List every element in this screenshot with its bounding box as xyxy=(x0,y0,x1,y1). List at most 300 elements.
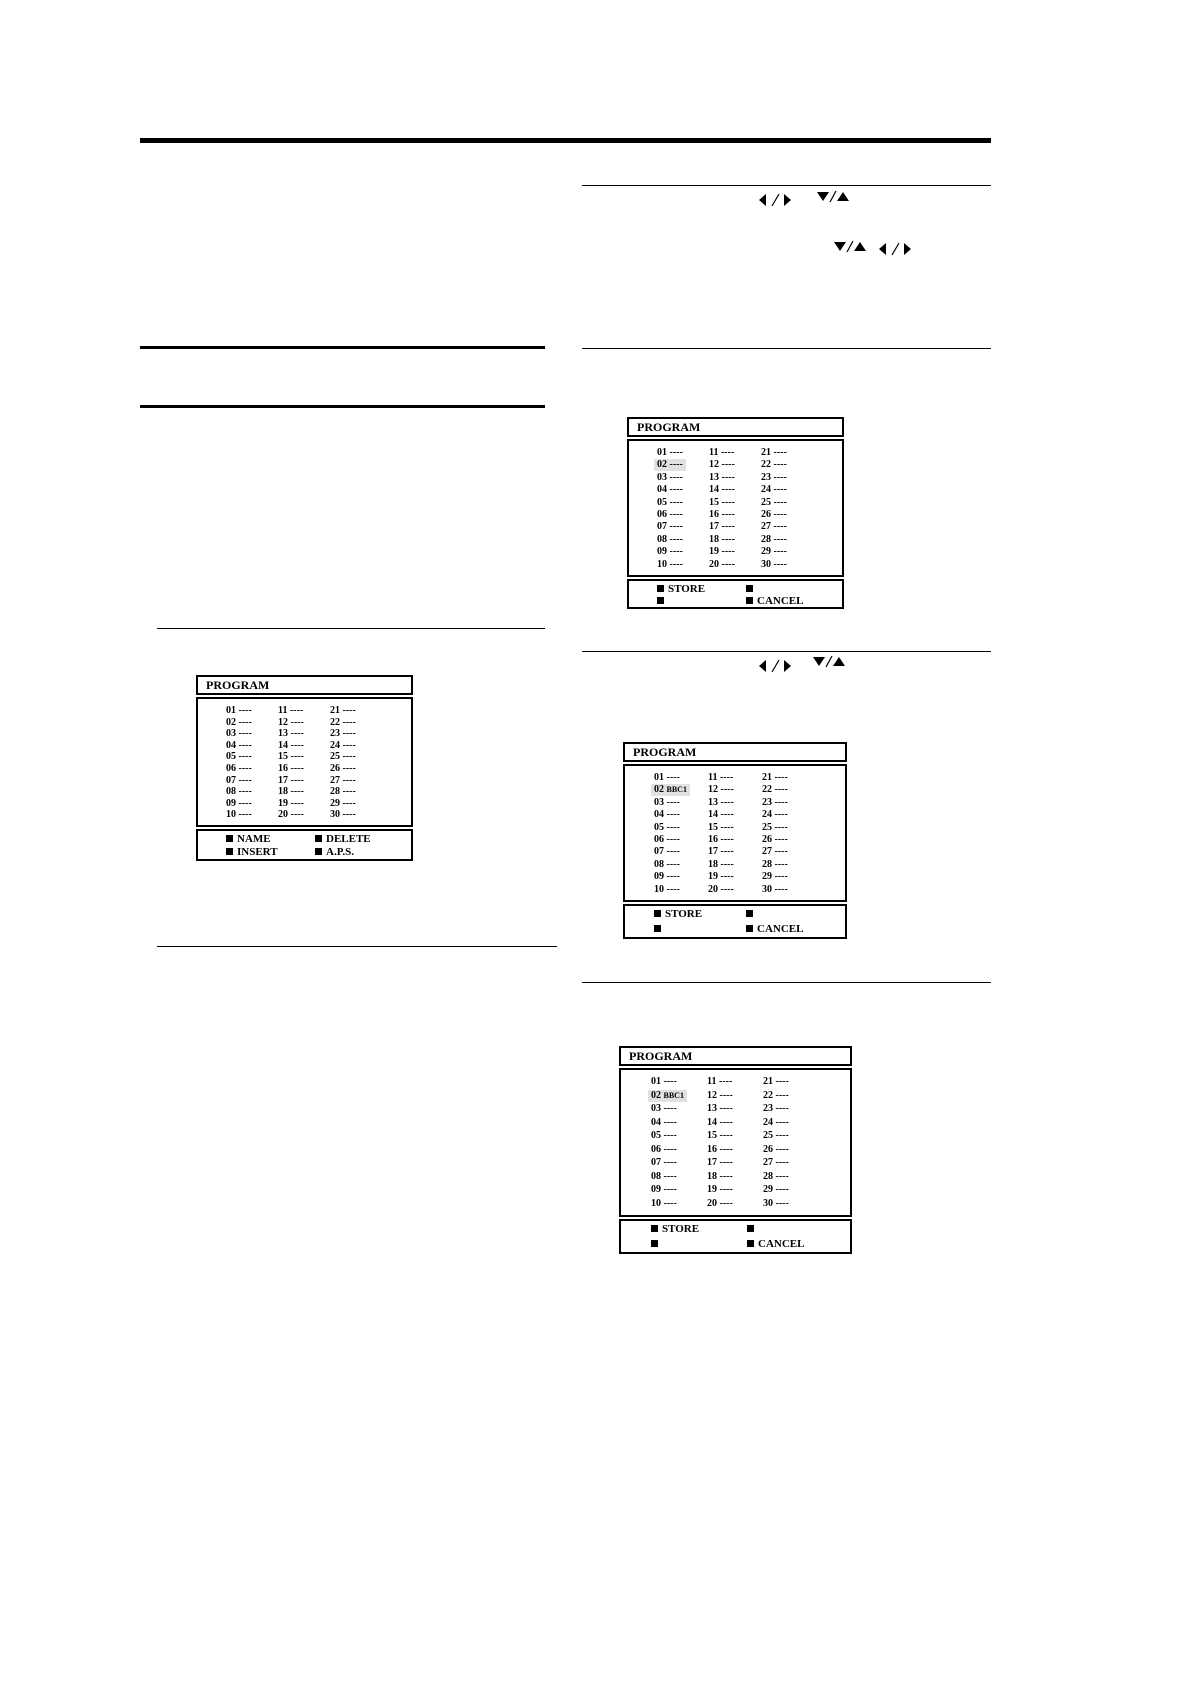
channel-number: 22 xyxy=(761,459,774,471)
channel-name-placeholder: ---- xyxy=(773,471,787,483)
channel-name-placeholder: ---- xyxy=(719,1157,733,1168)
channel-slot[interactable] xyxy=(763,1103,789,1115)
channel-name-placeholder: ---- xyxy=(719,1143,733,1155)
channel-name-placeholder: ---- xyxy=(720,883,734,895)
channel-slot[interactable] xyxy=(657,509,683,521)
channel-slot[interactable] xyxy=(761,484,787,496)
left-step-rule-2 xyxy=(157,946,557,947)
channel-slot[interactable] xyxy=(651,1076,677,1088)
channel-slot[interactable] xyxy=(330,809,356,821)
channel-name-placeholder: ---- xyxy=(720,821,734,833)
channel-name-placeholder: ---- xyxy=(669,459,683,471)
channel-name-placeholder: ---- xyxy=(666,846,680,858)
channel-slot[interactable] xyxy=(657,546,683,558)
channel-name-placeholder: ---- xyxy=(663,1184,677,1195)
channel-name-placeholder: ---- xyxy=(720,858,734,870)
channel-slot[interactable] xyxy=(763,1076,789,1088)
channel-slot[interactable] xyxy=(708,884,734,896)
red-key[interactable] xyxy=(651,1223,699,1236)
channel-slot[interactable] xyxy=(657,521,683,533)
green-button-icon xyxy=(654,925,661,932)
channel-number: 07 xyxy=(226,774,239,786)
channel-name-placeholder: ---- xyxy=(663,1170,677,1182)
channel-slot[interactable] xyxy=(762,784,788,796)
channel-number: 20 xyxy=(707,1197,720,1209)
channel-slot[interactable] xyxy=(761,447,787,459)
channel-slot[interactable] xyxy=(278,740,304,752)
channel-number: 06 xyxy=(657,509,670,520)
channel-slot[interactable] xyxy=(762,871,788,883)
channel-slot[interactable] xyxy=(226,705,252,717)
channel-number: 28 xyxy=(763,1170,776,1182)
channel-number: 13 xyxy=(708,796,721,808)
channel-number: 01 xyxy=(654,772,667,783)
channel-slot[interactable] xyxy=(709,459,735,471)
channel-number: 18 xyxy=(709,533,722,545)
red-button-icon xyxy=(651,1225,658,1232)
channel-name-placeholder: ---- xyxy=(773,496,787,508)
channel-name-placeholder: ---- xyxy=(289,705,304,716)
channel-name-placeholder: ---- xyxy=(773,533,787,545)
channel-slot[interactable] xyxy=(708,871,734,883)
channel-number: 17 xyxy=(708,846,721,858)
channel-number: 23 xyxy=(762,796,775,808)
left-right-arrows-icon xyxy=(758,193,794,207)
channel-number: 25 xyxy=(762,821,775,833)
channel-name-placeholder: ---- xyxy=(666,834,680,845)
channel-slot[interactable] xyxy=(763,1157,789,1169)
channel-number: 16 xyxy=(708,834,721,845)
channel-name-placeholder: ---- xyxy=(238,739,252,751)
channel-name-placeholder: ---- xyxy=(719,1184,733,1195)
channel-slot[interactable] xyxy=(651,1144,677,1156)
channel-number: 01 xyxy=(226,705,239,716)
channel-slot[interactable] xyxy=(226,809,252,821)
channel-slot[interactable] xyxy=(761,559,787,571)
blue-key[interactable] xyxy=(747,1238,804,1251)
channel-name-placeholder: ---- xyxy=(775,1143,789,1155)
channel-slot[interactable] xyxy=(226,751,252,763)
channel-slot[interactable] xyxy=(657,472,683,484)
channel-number: 15 xyxy=(278,751,291,763)
channel-name-placeholder: ---- xyxy=(663,1143,677,1155)
channel-name-placeholder: ---- xyxy=(666,871,680,883)
channel-slot[interactable] xyxy=(763,1144,789,1156)
channel-slot[interactable] xyxy=(278,763,304,775)
channel-slot[interactable] xyxy=(707,1184,733,1196)
channel-slot[interactable] xyxy=(648,1090,687,1102)
channel-slot[interactable] xyxy=(708,859,734,871)
red-button-icon xyxy=(654,910,661,917)
channel-name-placeholder: ---- xyxy=(342,774,356,786)
channel-slot[interactable] xyxy=(278,705,303,717)
channel-name-placeholder: ---- xyxy=(669,546,683,558)
channel-slot[interactable] xyxy=(226,763,252,775)
channel-name-placeholder: ---- xyxy=(721,521,735,533)
channel-name-placeholder: ---- xyxy=(669,471,683,483)
panel-title: PROGRAM xyxy=(627,417,844,437)
blue-key[interactable] xyxy=(746,595,803,608)
channel-name-placeholder: ---- xyxy=(666,883,680,895)
channel-number: 30 xyxy=(762,883,775,895)
channel-number: 02 xyxy=(654,784,667,796)
yellow-key[interactable] xyxy=(746,908,757,921)
channel-name-placeholder: ---- xyxy=(775,1076,789,1087)
yellow-button-icon xyxy=(746,585,753,592)
red-key[interactable] xyxy=(654,908,702,921)
channel-number: 25 xyxy=(761,496,774,508)
channel-slot[interactable] xyxy=(761,509,787,521)
channel-number: 27 xyxy=(761,521,774,533)
program-menu-select xyxy=(627,417,844,611)
channel-slot[interactable] xyxy=(654,822,680,834)
channel-number: 14 xyxy=(278,739,291,751)
channel-slot[interactable] xyxy=(708,822,734,834)
channel-number: 23 xyxy=(763,1103,776,1114)
channel-slot[interactable] xyxy=(708,834,734,846)
channel-slot[interactable] xyxy=(654,834,680,846)
channel-name-placeholder: ---- xyxy=(669,533,683,545)
channel-number: 11 xyxy=(278,705,290,716)
channel-number: 16 xyxy=(709,509,722,520)
channel-slot[interactable] xyxy=(651,1184,677,1196)
channel-list xyxy=(627,439,844,577)
channel-name-placeholder: ---- xyxy=(238,797,252,809)
channel-slot[interactable] xyxy=(762,834,788,846)
channel-number: 01 xyxy=(651,1076,664,1087)
channel-slot[interactable] xyxy=(654,859,680,871)
channel-slot[interactable] xyxy=(654,884,680,896)
channel-slot[interactable] xyxy=(654,871,680,883)
green-key[interactable] xyxy=(651,1238,662,1251)
channel-slot[interactable] xyxy=(707,1157,733,1169)
channel-number: 19 xyxy=(278,797,291,809)
red-button-icon xyxy=(657,585,664,592)
yellow-button-icon xyxy=(747,1225,754,1232)
channel-slot[interactable] xyxy=(708,846,734,858)
channel-slot[interactable] xyxy=(657,484,683,496)
right-section-rule-2 xyxy=(582,348,991,349)
channel-number: 13 xyxy=(278,728,291,740)
channel-number: 17 xyxy=(709,521,722,533)
channel-slot[interactable] xyxy=(657,534,683,546)
channel-slot[interactable] xyxy=(761,497,787,509)
channel-slot[interactable] xyxy=(330,786,356,798)
channel-name-placeholder: ---- xyxy=(775,1130,789,1141)
channel-slot[interactable] xyxy=(651,784,690,796)
channel-slot[interactable] xyxy=(226,717,252,729)
channel-name-placeholder: ---- xyxy=(720,834,734,845)
channel-slot[interactable] xyxy=(763,1171,789,1183)
channel-name-placeholder: ---- xyxy=(721,484,735,496)
channel-slot[interactable] xyxy=(709,472,735,484)
down-up-arrows-icon xyxy=(833,240,869,254)
green-key[interactable] xyxy=(657,595,668,608)
channel-number: 22 xyxy=(762,784,775,796)
channel-number: 28 xyxy=(330,786,343,798)
channel-number: 02 xyxy=(226,716,239,728)
channel-slot[interactable] xyxy=(762,859,788,871)
channel-slot[interactable] xyxy=(278,809,304,821)
channel-slot[interactable] xyxy=(657,559,683,571)
channel-slot[interactable] xyxy=(762,884,788,896)
channel-name-placeholder: ---- xyxy=(342,751,356,763)
channel-number: 30 xyxy=(763,1197,776,1209)
channel-slot[interactable] xyxy=(657,447,683,459)
channel-number: 10 xyxy=(226,809,239,821)
channel-slot[interactable] xyxy=(330,775,356,787)
channel-slot[interactable] xyxy=(278,786,304,798)
channel-number: 17 xyxy=(707,1157,720,1168)
yellow-key-label: DELETE xyxy=(326,833,371,845)
channel-name-placeholder: ---- xyxy=(774,834,788,845)
channel-name-placeholder: ---- xyxy=(774,772,788,783)
channel-slot[interactable] xyxy=(707,1130,733,1142)
channel-slot[interactable] xyxy=(707,1103,733,1115)
channel-number: 06 xyxy=(226,763,239,774)
channel-slot[interactable] xyxy=(762,797,788,809)
channel-slot[interactable] xyxy=(708,772,733,784)
channel-slot[interactable] xyxy=(763,1090,789,1102)
red-key-label: STORE xyxy=(662,1223,700,1235)
channel-number: 21 xyxy=(763,1076,776,1087)
blue-key[interactable] xyxy=(315,846,354,859)
channel-slot[interactable] xyxy=(651,1130,677,1142)
channel-slot[interactable] xyxy=(762,822,788,834)
channel-slot[interactable] xyxy=(709,559,735,571)
red-key[interactable] xyxy=(226,833,271,846)
channel-name-placeholder: ---- xyxy=(238,809,252,821)
channel-number: 04 xyxy=(654,809,667,821)
green-button-icon xyxy=(657,597,664,604)
channel-name-placeholder: ---- xyxy=(238,716,252,728)
channel-slot[interactable] xyxy=(278,751,304,763)
channel-number: 29 xyxy=(763,1184,776,1195)
channel-slot[interactable] xyxy=(278,717,304,729)
channel-slot[interactable] xyxy=(763,1198,789,1210)
channel-slot[interactable] xyxy=(330,763,356,775)
channel-number: 18 xyxy=(707,1170,720,1182)
channel-name-placeholder: ---- xyxy=(290,797,304,809)
channel-name-placeholder: ---- xyxy=(290,809,304,821)
green-key[interactable] xyxy=(226,846,278,859)
channel-name-placeholder: ---- xyxy=(342,716,356,728)
green-key[interactable] xyxy=(654,923,665,936)
channel-slot[interactable] xyxy=(707,1090,733,1102)
blue-button-icon xyxy=(315,848,322,855)
channel-name-placeholder: ---- xyxy=(342,786,356,798)
channel-name-placeholder: ---- xyxy=(669,496,683,508)
channel-slot[interactable] xyxy=(761,459,787,471)
channel-number: 12 xyxy=(708,784,721,796)
channel-slot[interactable] xyxy=(708,797,734,809)
channel-number: 24 xyxy=(762,809,775,821)
channel-name: BBC1 xyxy=(666,785,687,795)
green-key-label: INSERT xyxy=(237,846,278,858)
channel-slot[interactable] xyxy=(762,809,788,821)
channel-slot[interactable] xyxy=(763,1130,789,1142)
channel-number: 26 xyxy=(761,509,774,520)
channel-number: 04 xyxy=(651,1116,664,1128)
channel-name-placeholder: ---- xyxy=(342,809,356,821)
channel-slot[interactable] xyxy=(709,509,735,521)
green-button-icon xyxy=(651,1240,658,1247)
channel-number: 29 xyxy=(761,546,774,558)
channel-slot[interactable] xyxy=(330,751,356,763)
green-button-icon xyxy=(226,848,233,855)
channel-number: 09 xyxy=(226,797,239,809)
channel-slot[interactable] xyxy=(762,846,788,858)
channel-slot[interactable] xyxy=(654,459,686,471)
channel-number: 18 xyxy=(708,858,721,870)
channel-slot[interactable] xyxy=(226,798,252,810)
channel-number: 16 xyxy=(707,1143,720,1155)
channel-slot[interactable] xyxy=(330,717,356,729)
red-key-label: STORE xyxy=(665,908,703,920)
channel-number: 12 xyxy=(709,459,722,471)
channel-number: 01 xyxy=(657,447,670,458)
channel-slot[interactable] xyxy=(226,728,252,740)
channel-number: 24 xyxy=(763,1116,776,1128)
channel-name-placeholder: ---- xyxy=(721,558,735,570)
channel-slot[interactable] xyxy=(657,497,683,509)
channel-slot[interactable] xyxy=(651,1171,677,1183)
channel-name-placeholder: ---- xyxy=(666,858,680,870)
channel-name-placeholder: ---- xyxy=(774,871,788,883)
yellow-key[interactable] xyxy=(747,1223,758,1236)
panel-title: PROGRAM xyxy=(196,675,413,695)
channel-slot[interactable] xyxy=(709,447,734,459)
channel-slot[interactable] xyxy=(654,809,680,821)
channel-name-placeholder: ---- xyxy=(721,533,735,545)
yellow-key[interactable] xyxy=(315,833,371,846)
channel-number: 28 xyxy=(762,858,775,870)
channel-number: 27 xyxy=(330,774,343,786)
channel-name-placeholder: ---- xyxy=(775,1197,789,1209)
channel-slot[interactable] xyxy=(330,728,356,740)
blue-key-label: CANCEL xyxy=(757,595,804,607)
channel-name-placeholder: ---- xyxy=(663,1130,677,1141)
channel-slot[interactable] xyxy=(651,1198,677,1210)
channel-number: 15 xyxy=(709,496,722,508)
red-key-label: NAME xyxy=(237,833,271,845)
channel-slot[interactable] xyxy=(226,786,252,798)
channel-name-placeholder: ---- xyxy=(775,1089,789,1101)
channel-number: 23 xyxy=(761,471,774,483)
channel-number: 08 xyxy=(651,1170,664,1182)
channel-slot[interactable] xyxy=(707,1144,733,1156)
channel-number: 18 xyxy=(278,786,291,798)
channel-slot[interactable] xyxy=(708,784,734,796)
channel-slot[interactable] xyxy=(330,705,356,717)
channel-name-placeholder: ---- xyxy=(663,1076,677,1087)
channel-name-placeholder: ---- xyxy=(718,1076,733,1087)
channel-slot[interactable] xyxy=(651,1117,677,1129)
channel-name-placeholder: ---- xyxy=(721,471,735,483)
channel-name-placeholder: ---- xyxy=(238,774,252,786)
yellow-button-icon xyxy=(746,910,753,917)
channel-slot[interactable] xyxy=(651,1103,677,1115)
channel-name-placeholder: ---- xyxy=(666,821,680,833)
channel-name: BBC1 xyxy=(663,1090,684,1100)
channel-slot[interactable] xyxy=(330,740,356,752)
channel-slot[interactable] xyxy=(709,497,735,509)
channel-name-placeholder: ---- xyxy=(773,484,787,496)
channel-number: 07 xyxy=(657,521,670,533)
channel-slot[interactable] xyxy=(761,472,787,484)
channel-slot[interactable] xyxy=(330,798,356,810)
channel-number: 28 xyxy=(761,533,774,545)
channel-name-placeholder: ---- xyxy=(290,728,304,740)
channel-slot[interactable] xyxy=(654,797,680,809)
channel-slot[interactable] xyxy=(709,521,735,533)
blue-key[interactable] xyxy=(746,923,803,936)
channel-slot[interactable] xyxy=(761,521,787,533)
channel-list xyxy=(196,697,413,827)
channel-slot[interactable] xyxy=(709,534,735,546)
channel-slot[interactable] xyxy=(761,534,787,546)
channel-slot[interactable] xyxy=(707,1117,733,1129)
blue-button-icon xyxy=(747,1240,754,1247)
channel-name-placeholder: ---- xyxy=(290,751,304,763)
channel-number: 09 xyxy=(657,546,670,558)
channel-number: 03 xyxy=(651,1103,664,1114)
channel-slot[interactable] xyxy=(226,740,252,752)
program-menu-main xyxy=(196,675,413,873)
channel-slot[interactable] xyxy=(278,728,304,740)
channel-slot[interactable] xyxy=(707,1171,733,1183)
channel-slot[interactable] xyxy=(761,546,787,558)
channel-name-placeholder: ---- xyxy=(773,521,787,533)
channel-slot[interactable] xyxy=(278,798,304,810)
channel-slot[interactable] xyxy=(763,1117,789,1129)
channel-number: 03 xyxy=(226,728,239,740)
channel-slot[interactable] xyxy=(762,772,788,784)
channel-slot[interactable] xyxy=(709,546,735,558)
channel-number: 10 xyxy=(654,883,667,895)
channel-number: 20 xyxy=(709,558,722,570)
channel-slot[interactable] xyxy=(278,775,304,787)
channel-slot[interactable] xyxy=(709,484,735,496)
blue-key-label: A.P.S. xyxy=(326,846,355,858)
channel-slot[interactable] xyxy=(707,1198,733,1210)
channel-name-placeholder: ---- xyxy=(774,858,788,870)
channel-number: 27 xyxy=(762,846,775,858)
channel-name-placeholder: ---- xyxy=(719,1089,733,1101)
channel-number: 06 xyxy=(654,834,667,845)
channel-name-placeholder: ---- xyxy=(720,846,734,858)
channel-slot[interactable] xyxy=(707,1076,732,1088)
channel-slot[interactable] xyxy=(654,846,680,858)
channel-name-placeholder: ---- xyxy=(721,496,735,508)
channel-slot[interactable] xyxy=(651,1157,677,1169)
channel-name-placeholder: ---- xyxy=(719,1197,733,1209)
channel-name-placeholder: ---- xyxy=(721,459,735,471)
channel-name-placeholder: ---- xyxy=(719,1116,733,1128)
channel-name-placeholder: ---- xyxy=(719,1170,733,1182)
blue-key-label: CANCEL xyxy=(758,1237,805,1250)
channel-name-placeholder: ---- xyxy=(720,447,735,458)
channel-slot[interactable] xyxy=(226,775,252,787)
channel-name-placeholder: ---- xyxy=(775,1103,789,1114)
channel-name-placeholder: ---- xyxy=(342,705,356,716)
channel-number: 27 xyxy=(763,1157,776,1168)
channel-slot[interactable] xyxy=(763,1184,789,1196)
channel-slot[interactable] xyxy=(654,772,680,784)
channel-number: 12 xyxy=(278,716,291,728)
channel-name-placeholder: ---- xyxy=(720,796,734,808)
channel-slot[interactable] xyxy=(708,809,734,821)
